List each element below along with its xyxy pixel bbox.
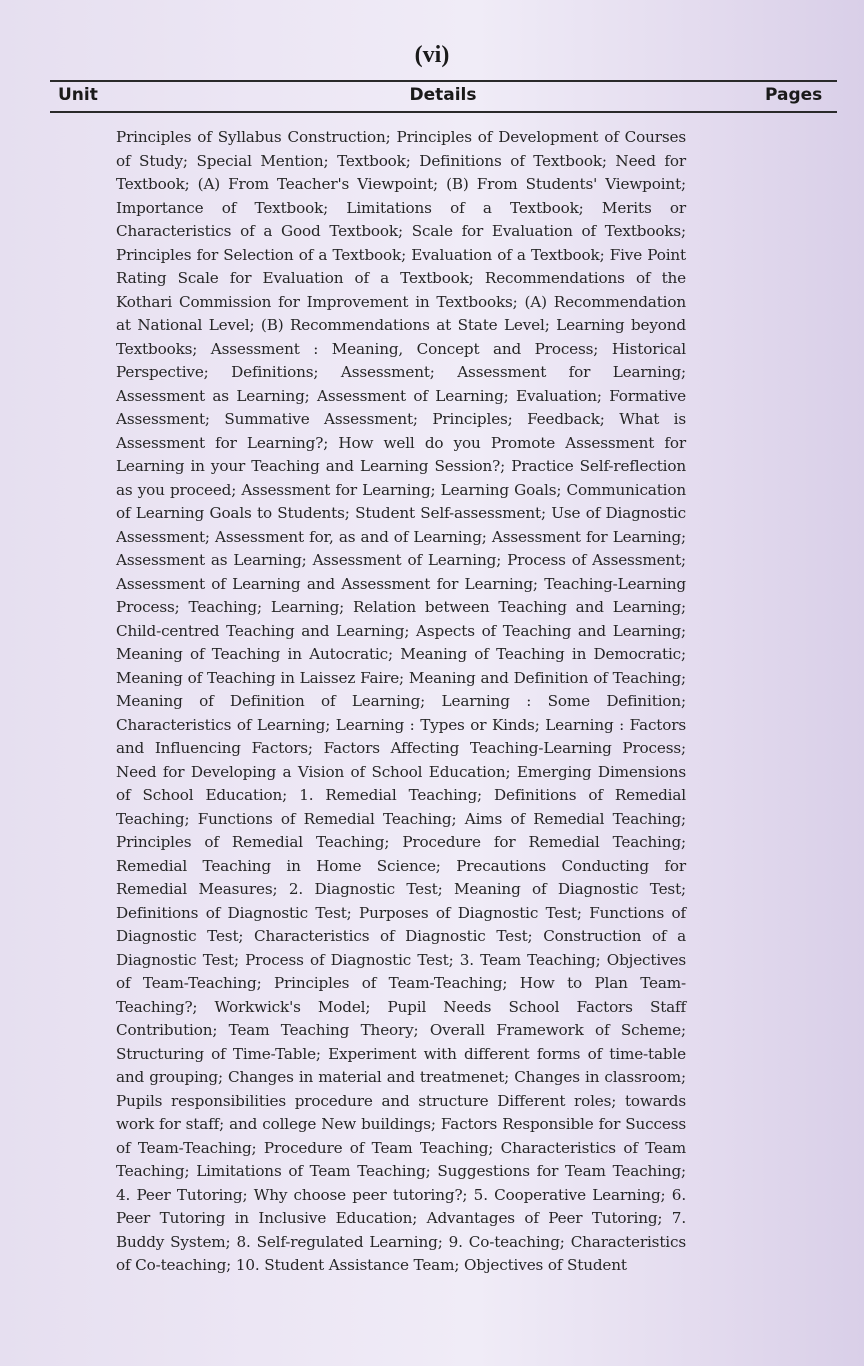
column-header-unit: Unit: [58, 85, 98, 105]
column-header-details: Details: [409, 85, 477, 105]
column-header-pages: Pages: [765, 85, 823, 105]
header-rule-bottom: [50, 111, 837, 113]
details-text: Principles of Syllabus Construction; Principles of Development of Courses of Study; Special Mention; Textbook; Definitions of Textbook; Need for Textbook; (A) From Teacher's Viewpoint; (B) From Students' Viewpoint; Importance of Textbook; Limitations of a Textbook; Merits or Characteristics of a Good Textbook; Scale for Evaluation of Textbooks; Principles for Selection of a Textbook; Evaluation of a Textbook; Five Point Rating Scale for Evaluation of a Textbook; Recommendations of the Kothari Commission for Improvement in Textbooks; (A) Recommendation at National Level; (B) Recommendations at State Level; Learning beyond Textbooks; Assessment : Meaning, Concept and Process; Historical Perspective; Definitions; Assessment; Assessment for Learning; Assessment as Learning; Assessment of Learning; Evaluation; Formative Assessment; Summative Assessment; Principles; Feedback; What is Assessment for Learning?; How well do you Promote Assessment for Learning in your Teaching and Learning Session?; Practice Self-reflection as you proceed; Assessment for Learning; Learning Goals; Communication of Learning Goals to Students; Student Self-assessment; Use of Diagnostic Assessment; Assessment for, as and of Learning; Assessment for Learning; Assessment as Learning; Assessment of Learning; Process of Assessment; Assessment of Learning and Assessment for Learning; Teaching-Learning Process; Teaching; Learning; Relation between Teaching and Learning; Child-centred Teaching and Learning; Aspects of Teaching and Learning; Meaning of Teaching in Autocratic; Meaning of Teaching in Democratic; Meaning of Teaching in Laissez Faire; Meaning and Definition of Teaching; Meaning of Definition of Learning; Learning : Some Definition; Characteristics of Learning; Learning : Types or Kinds; Learning : Factors and Influencing Factors; Factors Affecting Teaching-Learning Process; Need for Developing a Vision of School Education; Emerging Dimensions of School Education; 1. Remedial Teaching; Definitions of Remedial Teaching; Functions of Remedial Teaching; Aims of Remedial Teaching; Principles of Remedial Teaching; Procedure for Remedial Teaching; Remedial Teaching in Home Science; Precautions Conducting for Remedial Measures; 2. Diagnostic Test; Meaning of Diagnostic Test; Definitions of Diagnostic Test; Purposes of Diagnostic Test; Functions of Diagnostic Test; Characteristics of Diagnostic Test; Construction of a Diagnostic Test; Process of Diagnostic Test; 3. Team Teaching; Objectives of Team-Teaching; Principles of Team-Teaching; How to Plan Team-Teaching?; Workwick's Model; Pupil Needs School Factors Staff Contribution; Team Teaching Theory; Overall Framework of Scheme; Structuring of Time-Table; Experiment with different forms of time-table and grouping; Changes in material and treatmenet; Changes in classroom; Pupils responsibilities procedure and structure Different roles; towards work for staff; and college New buildings; Factors Responsible for Success of Team-Teaching; Procedure of Team Teaching; Characteristics of Team Teaching; Limitations of Team Teaching; Suggestions for Team Teaching; 4. Peer Tutoring; Why choose peer tutoring?; 5. Cooperative Learning; 6. Peer Tutoring in Inclusive Education; Advantages of Peer Tutoring; 7. Buddy System; 8. Self-regulated Learning; 9. Co-teaching; Characteristics of Co-teaching; 10. Student Assistance Team; Objectives of Student: [116, 128, 686, 1274]
page-number: (vi): [414, 42, 450, 68]
header-rule-top: [50, 80, 837, 82]
